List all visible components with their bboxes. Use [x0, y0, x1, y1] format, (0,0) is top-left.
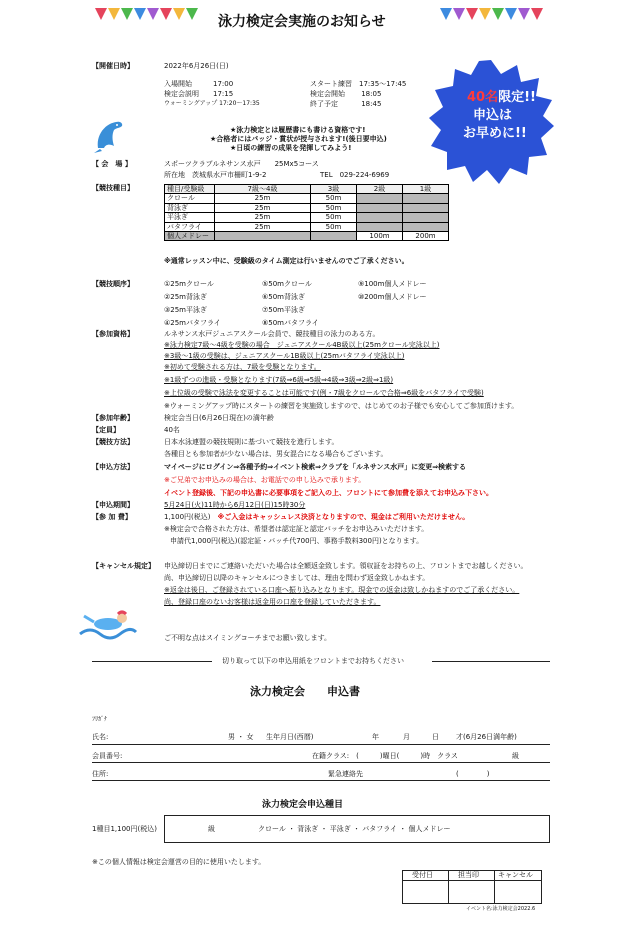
order-item: ⑨100m個人メドレー	[358, 280, 427, 288]
fee-label: 【参 加 費】	[92, 513, 132, 521]
events-form-title: 泳力検定会申込種目	[262, 800, 344, 810]
events-header-cell: 1級	[403, 185, 449, 194]
events-header-cell: 種目/受験級	[165, 185, 215, 194]
cancel-line: 尚、登録口座のないお客様は返金用の口座を登録していただきます。	[164, 598, 381, 606]
venue-address: 所在地 茨城県水戸市柵町1-9-2	[164, 171, 267, 179]
table-row: 個人メドレー 100m 200m	[165, 231, 449, 240]
qualification-line: ※泳力検定7級～4級を受験の場合 ジュニアスクール4B級以上(25mクロール完泳以上)	[164, 341, 440, 349]
qualification-line: ルネサンス水戸ジュニアスクール会員で、競技種目の泳力のある方。	[164, 330, 380, 338]
briefing-time: 検定会説明 17:15	[164, 90, 234, 98]
period-label: 【申込期間】	[92, 501, 134, 509]
venue-label: 【 会 場 】	[92, 160, 132, 168]
method-line1: 日本水泳連盟の競技規則に基づいて競技を進行します。	[164, 438, 339, 446]
order-item: ⑧50mバタフライ	[262, 319, 319, 327]
age-text: 検定会当日(6月26日現在)の満年齢	[164, 414, 274, 422]
member-underline	[92, 762, 550, 763]
qualification-line: ※初めて受験される方は、7級を受験となります。	[164, 363, 321, 371]
method-line2: 各種目とも参加者が少ない場合は、男女混合になる場合もございます。	[164, 450, 388, 458]
badge-line3: お早めに!!	[463, 126, 527, 141]
member-no-label: 会員番号:	[92, 752, 123, 760]
table-row: クロール 25m 50m	[165, 194, 449, 203]
capacity-text: 40名	[164, 426, 180, 434]
badge-count: 40名	[467, 90, 499, 105]
order-item: ②25m背泳ぎ	[164, 293, 208, 301]
apply-label: 【申込方法】	[92, 463, 134, 471]
events-header-cell: 2級	[357, 185, 403, 194]
office-header-stamp: 担当印	[458, 871, 479, 879]
events-label: 【競技種目】	[92, 184, 134, 192]
qualification-line: ※ウォーミングアップ時にスタートの練習を実施致しますので、はじめてのお子様でも安心してご参加頂けます。	[164, 402, 519, 410]
qualification-line: ※上位級の受験で泳法を変更することは可能です(例・7級をクロールで合格⇒6級をバタフライで受験)	[164, 389, 484, 397]
cut-line-text: 切り取って以下の申込用紙をフロントまでお持ちください	[222, 657, 404, 665]
office-header-received: 受付日	[412, 871, 433, 879]
fee-cashless-note: ※ご入金はキャッシュレス決済となりますので、現金はご利用いただけません。	[217, 513, 470, 521]
cancel-line: 申込締切日までにご連絡いただいた場合は全額返金致します。領収証をお持ちの上、フロントまでお越しください。	[164, 562, 528, 570]
limited-badge	[429, 60, 554, 185]
table-row: 背泳ぎ 25m 50m	[165, 203, 449, 212]
order-item: ⑦50m平泳ぎ	[262, 306, 306, 314]
intro-line2: ★合格者にはバッジ・賞状が授与されます!(後日要申込)	[210, 135, 387, 143]
table-row: バタフライ 25m 50m	[165, 222, 449, 231]
start-practice-time: スタート練習 17:35～17:45	[310, 80, 407, 88]
class-field[interactable]: 在籍クラス: ( )曜日( )時 クラス	[312, 752, 458, 760]
event-options[interactable]: クロール ・ 背泳ぎ ・ 平泳ぎ ・ バタフライ ・ 個人メドレー	[258, 825, 451, 833]
apply-line1: マイページにログイン⇒各種予約⇒イベント検索⇒クラブを「ルネサンス水戸」に変更⇒検索する	[164, 463, 467, 471]
form-fee-label: 1種目1,100円(税込)	[92, 825, 157, 833]
method-label: 【競技方法】	[92, 438, 134, 446]
emergency-label: 緊急連絡先	[328, 770, 363, 778]
privacy-note: ※この個人情報は検定会運営の目的に使用いたします。	[92, 858, 266, 866]
form-kyu-label: 級	[208, 825, 215, 833]
age-label: 【参加年齢】	[92, 414, 134, 422]
fee-line2: ※検定会で合格された方は、希望者は認定証と認定バッチをお申込みいただけます。	[164, 525, 429, 533]
cut-line-right	[432, 661, 550, 662]
gender-field[interactable]: 男 ・ 女	[228, 733, 254, 741]
year-label: 年	[372, 733, 379, 741]
warmup-time: ウォーミングアップ 17:20～17:35	[164, 100, 260, 107]
events-header-cell: 7級～4級	[215, 185, 311, 194]
intro-line3: ★日頃の練習の成果を発揮してみよう!	[230, 144, 352, 152]
order-item: ①25mクロール	[164, 280, 214, 288]
schedule-label: 【開催日時】	[92, 62, 134, 70]
fee-line3: 申請代1,000円(税込)(認定証・バッチ代700円、事務手数料300円)となります。	[170, 537, 424, 545]
venue-tel: TEL 029-224-6969	[320, 171, 390, 179]
order-item: ⑥50m背泳ぎ	[262, 293, 306, 301]
address-underline	[92, 780, 550, 781]
order-item: ④25mバタフライ	[164, 319, 221, 327]
month-label: 月	[403, 733, 410, 741]
qualification-label: 【参加資格】	[92, 330, 134, 338]
reception-time: 入場開始 17:00	[164, 80, 234, 88]
office-divider	[448, 870, 449, 904]
intro-line1: ★泳力検定とは履歴書にも書ける資格です!	[230, 126, 366, 134]
apply-line3: イベント登録後、下記の申込書に必要事項をご記入の上、フロントにて参加費を添えてお申込み下さい。	[164, 489, 493, 497]
form-title: 泳力検定会 申込書	[250, 685, 360, 698]
events-header-cell: 3級	[311, 185, 357, 194]
form-footer: イベント名:泳力検定会2022.6	[466, 906, 536, 912]
dolphin-icon	[92, 118, 126, 156]
qualification-line: ※1級ずつの進級・受験となります(7級⇒6級⇒5級⇒4級⇒3級⇒2級⇒1級)	[164, 376, 394, 384]
name-label: 氏名:	[92, 733, 109, 741]
end-time: 終了予定 18:45	[310, 100, 382, 108]
order-item: ③25m平泳ぎ	[164, 306, 208, 314]
name-underline	[92, 744, 550, 745]
events-table	[164, 184, 449, 241]
swimmer-icon	[78, 606, 138, 644]
event-date: 2022年6月26日(日)	[164, 62, 229, 70]
age-field-label: 才(6月26日満年齢)	[456, 733, 517, 741]
apply-line2: ※ご兄弟でお申込みの場合は、お電話での申し込みで承ります。	[164, 476, 366, 484]
cancel-label: 【キャンセル規定】	[92, 562, 155, 570]
badge-limited: 限定!!	[498, 90, 536, 105]
venue-name: スポーツクラブルネサンス水戸 25Mx5コース	[164, 160, 319, 168]
period-text: 5月24日(火)11時から6月12日(日)15時30分	[164, 501, 306, 509]
cut-line-left	[92, 661, 212, 662]
grade-label: 級	[512, 752, 519, 760]
table-row: 平泳ぎ 25m 50m	[165, 213, 449, 222]
capacity-label: 【定員】	[92, 426, 120, 434]
bunting-left	[95, 8, 199, 20]
cancel-line: 尚、申込締切日以降のキャンセルにつきましては、理由を問わず返金致しかねます。	[164, 574, 430, 582]
order-label: 【競技順序】	[92, 280, 134, 288]
office-header-cancel: キャンセル	[498, 871, 533, 879]
order-item: ⑤50mクロール	[262, 280, 312, 288]
bunting-right	[440, 8, 544, 20]
furigana-label: ﾌﾘｶﾞﾅ	[92, 716, 108, 723]
badge-line2: 申込は	[473, 108, 513, 123]
page-title: 泳力検定会実施のお知らせ	[218, 14, 386, 30]
events-note: ※通常レッスン中に、受験級のタイム測定は行いませんのでご了承ください。	[164, 257, 409, 265]
emergency-field[interactable]: ( )	[456, 770, 490, 778]
office-divider	[494, 870, 495, 904]
address-label: 住所:	[92, 770, 109, 778]
qualification-line: ※3級～1級の受験は、ジュニアスクール1B級以上(25mバタフライ完泳以上)	[164, 352, 405, 360]
order-item: ⑩200m個人メドレー	[358, 293, 427, 301]
birth-label: 生年月日(西暦)	[266, 733, 314, 741]
cancel-line: ※返金は後日、ご登録されている口座へ振り込みとなります。現金での返金は致しかねますのでご了承ください。	[164, 586, 520, 594]
fee-amount: 1,100円(税込)	[164, 513, 211, 521]
start-time: 検定会開始 18:05	[310, 90, 382, 98]
office-header-line	[402, 880, 542, 881]
contact-text: ご不明な点はスイミングコーチまでお願い致します。	[164, 634, 332, 642]
day-label: 日	[432, 733, 439, 741]
